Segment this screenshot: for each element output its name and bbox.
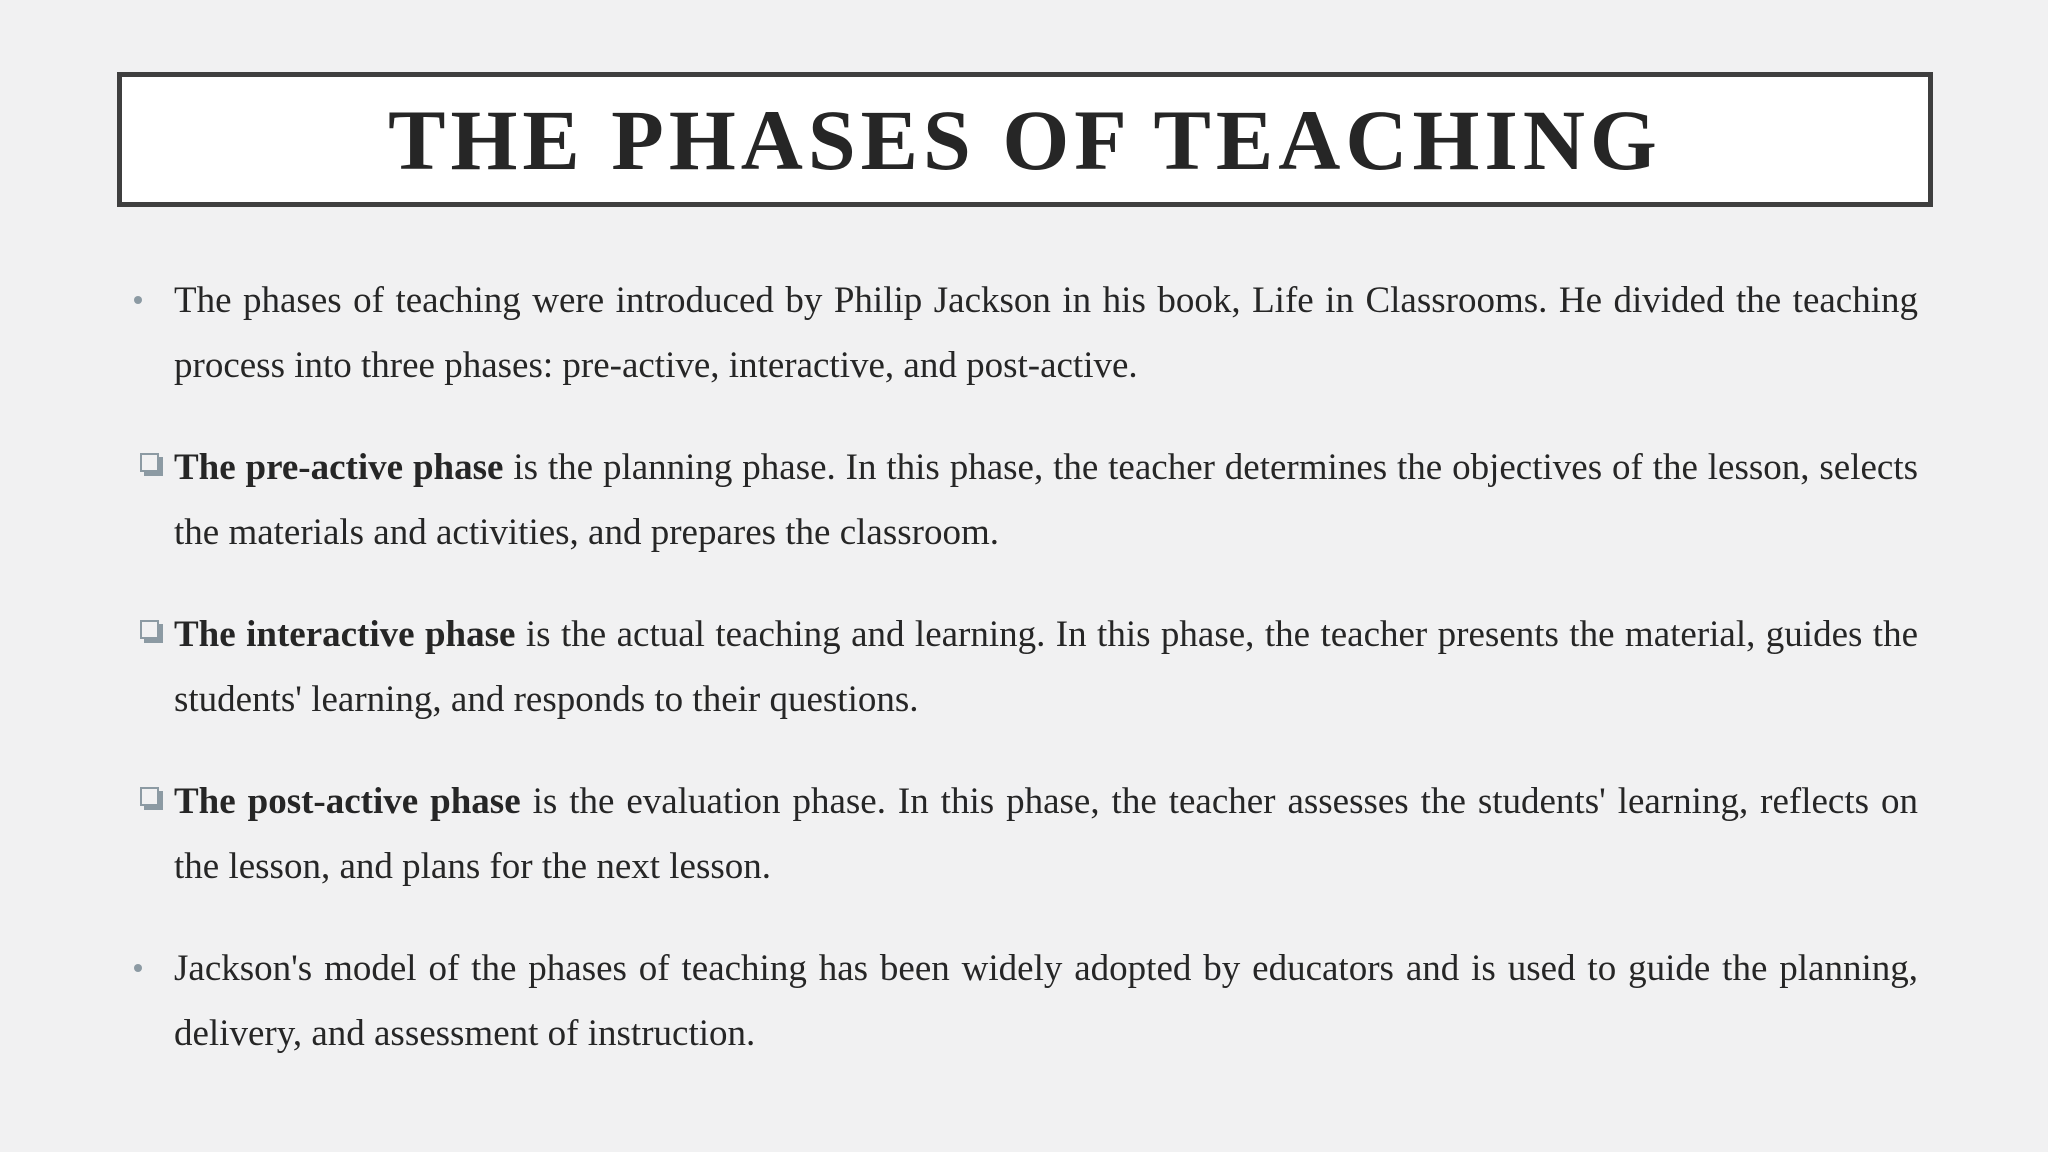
list-item-interactive xyxy=(130,602,1918,732)
item-term: The post-active phase xyxy=(174,781,521,822)
checkbox-square-icon xyxy=(130,769,174,834)
slide-title: THE PHASES OF TEACHING xyxy=(388,91,1662,188)
item-text: Jackson's model of the phases of teaching has been widely adopted by educators and is used to guide the planning, delivery, and assessment of instruction. xyxy=(174,948,1918,1054)
list-item-conclusion xyxy=(130,936,1918,1066)
checkbox-square-icon xyxy=(130,602,174,667)
item-text: is the evaluation phase. In this phase, the teacher assesses the students' learning, reflects on the lesson, and plans for the next lesson. xyxy=(174,781,1918,887)
checkbox-square-icon xyxy=(130,435,174,500)
bullet-dot-icon xyxy=(130,936,174,1001)
bullet-list xyxy=(130,268,1918,1103)
item-text: is the planning phase. In this phase, the teacher determines the objectives of the lesson, selects the materials and activities, and prepares the classroom. xyxy=(174,447,1918,553)
item-term: The pre-active phase xyxy=(174,447,504,488)
list-item-pre-active xyxy=(130,435,1918,565)
bullet-dot-icon xyxy=(130,268,174,333)
item-text: is the actual teaching and learning. In this phase, the teacher presents the material, guides the students' learning, and responds to their questions. xyxy=(174,614,1919,720)
title-box xyxy=(117,72,1933,207)
list-item-intro xyxy=(130,268,1918,398)
item-term: The interactive phase xyxy=(174,614,516,655)
item-text: The phases of teaching were introduced by Philip Jackson in his book, Life in Classrooms. He divided the teaching process into three phases: pre-active, interactive, and post-active. xyxy=(174,280,1918,386)
list-item-post-active xyxy=(130,769,1918,899)
